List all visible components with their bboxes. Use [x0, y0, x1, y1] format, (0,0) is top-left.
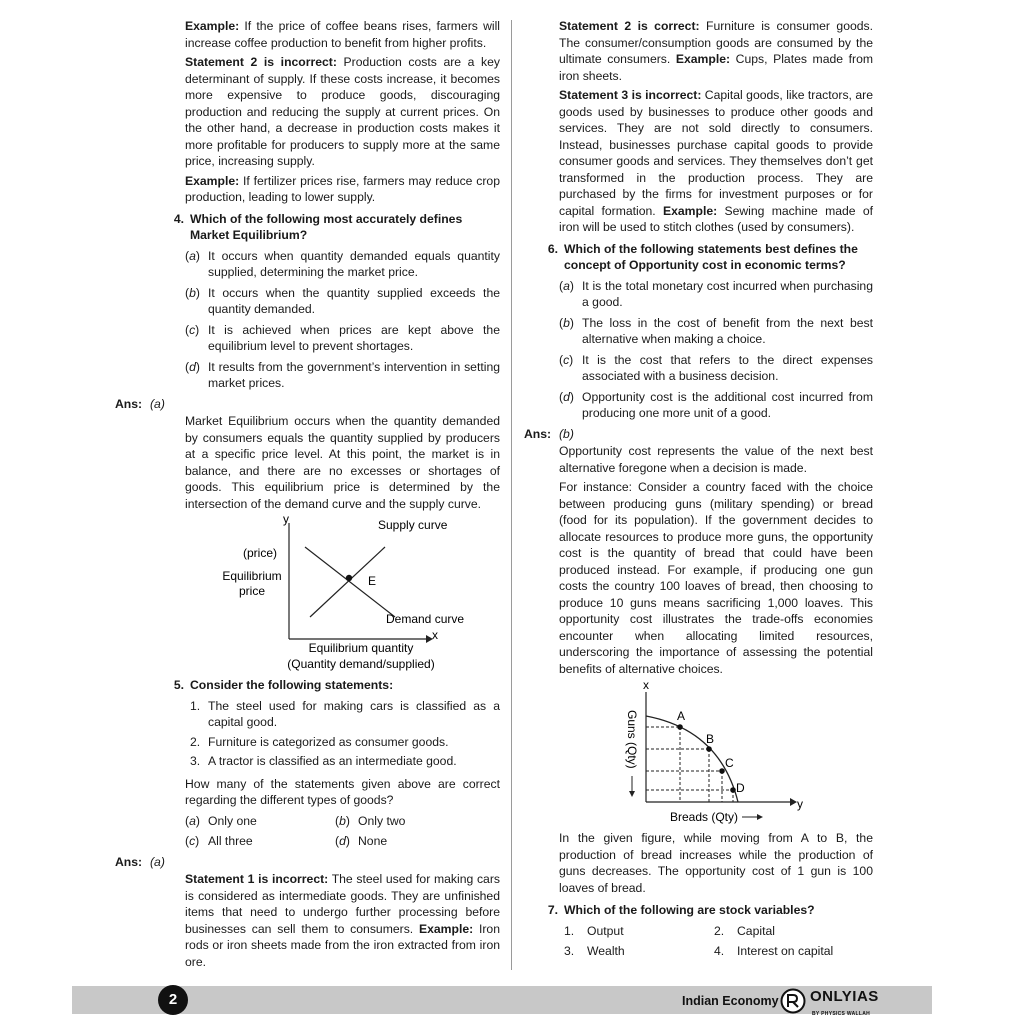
x-axis-label: x: [432, 628, 438, 642]
brand-logo-icon: [780, 988, 806, 1014]
eq-price-label-2: price: [238, 584, 266, 598]
price-label: (price): [242, 546, 278, 560]
option-d: (d) It results from the government’s intervention in setting market prices.: [185, 359, 500, 390]
paragraph: Statement 1 is incorrect: The steel used for making cars is considered as intermediate goods. They are unfinished items that need to undergo further processing before businesses can sell them to consumers. Example: Iron rods or iron sheets made from the iron extracted from iron ore.: [185, 872, 500, 969]
option-a: (a) Only one: [185, 813, 257, 828]
answer: Ans: (a): [115, 396, 165, 411]
option-b: (b) Only two: [335, 813, 406, 828]
paragraph: Example: If the price of coffee beans rises, farmers will increase coffee production to benefit from higher profits.: [185, 19, 500, 50]
item-2: 2. Capital: [714, 923, 775, 938]
eq-qty-label-1: Equilibrium quantity: [308, 641, 414, 655]
y-axis-right-label: y: [797, 797, 803, 811]
option-a: (a) It is the total monetary cost incurred when purchasing a good.: [559, 278, 873, 309]
page-number: 2: [158, 985, 188, 1015]
point-d-label: D: [736, 781, 745, 795]
column-divider: [511, 20, 512, 970]
paragraph: Statement 2 is correct: Furniture is consumer goods. The consumer/consumption goods are consumed by the ultimate consumers. Example: Cups, Plates made from iron sheets.: [559, 19, 874, 83]
market-equilibrium-figure: [150, 513, 500, 673]
point-e-label: E: [368, 574, 377, 588]
statement-3: 3. A tractor is classified as an intermediate good.: [190, 754, 457, 768]
option-b: (b) It occurs when the quantity supplied exceeds the quantity demanded.: [185, 285, 500, 316]
paragraph: Statement 3 is incorrect: Capital goods, like tractors, are goods used by businesses to produce other goods and services. They are not sold directly to consumers. Instead, businesses purchase capital goods to provide consumer goods and services. They themselves don’t get transformed in the production process. They are purchased by the firms for investment purposes or for capital formation. Example: Sewing machine made of iron will be used to stitch clothes (used by consumers).: [559, 88, 873, 234]
brand-subtitle: BY PHYSICS WALLAH: [812, 1011, 871, 1017]
bread-axis-label: Breads (Qty): [670, 810, 739, 824]
question-4: 4. Which of the following most accurately defines Market Equilibrium?: [173, 211, 463, 242]
right-column: [524, 18, 873, 964]
statement-2: 2. Furniture is categorized as consumer goods.: [190, 734, 449, 749]
guns-axis-label: Guns (Qty): [625, 710, 639, 769]
option-c: (c) It is the cost that refers to the direct expenses associated with a business decision.: [559, 352, 873, 383]
answer: Ans: (a): [115, 854, 165, 869]
demand-curve-label: Demand curve: [386, 612, 465, 626]
ppc-figure: [524, 680, 873, 828]
question-prompt: How many of the statements given above are correct regarding the different types of goods?: [185, 776, 500, 807]
options-grid: [150, 813, 500, 850]
left-column: [115, 18, 501, 973]
point-b-label: B: [706, 732, 715, 746]
item-4: 4. Interest on capital: [714, 944, 834, 958]
question-5: 5. Consider the following statements:: [173, 678, 394, 692]
option-d: (d) None: [335, 834, 388, 848]
statement-1: 1. The steel used for making cars is classified as a capital good.: [190, 698, 500, 729]
question-6: 6. Which of the following statements best defines the concept of Opportunity cost in economic terms?: [547, 241, 858, 272]
y-axis-label: y: [283, 513, 289, 526]
book-title: Indian Economy: [682, 994, 779, 1008]
question-7: 7. Which of the following are stock variables?: [547, 903, 815, 917]
answer: Ans: (b): [524, 426, 574, 441]
supply-curve-label: Supply curve: [378, 518, 448, 532]
x-axis-top-label: x: [643, 680, 649, 692]
paragraph: Statement 2 is incorrect: Production costs are a key determinant of supply. If these costs increase, it becomes more expensive to produce goods, discouraging production and reducing the supply at current prices. On the other hand, a decrease in production costs makes it more profitable for producers to supply more at the same price, increasing supply.: [185, 55, 501, 168]
option-c: (c) It is achieved when prices are kept above the equilibrium level to prevent shortages.: [185, 322, 500, 353]
point-a-label: A: [677, 709, 686, 723]
item-3: 3. Wealth: [564, 944, 625, 958]
option-b: (b) The loss in the cost of benefit from the next best alternative when making a choice.: [559, 315, 873, 346]
stock-items: [524, 923, 873, 960]
explanation: In the given figure, while moving from A to B, the production of bread increases while the production of guns decreases. The opportunity cost of 1 gun is 100 loaves of bread.: [559, 831, 873, 895]
option-d: (d) Opportunity cost is the additional cost incurred from producing one more unit of a good.: [559, 389, 873, 420]
explanation: Opportunity cost represents the value of the next best alternative foregone when a decision is made.: [559, 444, 873, 475]
eq-qty-label-2: (Quantity demand/supplied): [287, 657, 435, 671]
brand-name: ONLYIAS: [810, 988, 879, 1005]
explanation: For instance: Consider a country faced with the choice between producing guns (military spending) or bread (food for its population). If the government decides to allocate resources to produce more guns, the opportunity cost is the quantity of bread that could have been produced instead. For example, if producing one gun costs the country 100 loaves of bread, then choosing to produce 10 guns means sacrificing 1,000 loaves. This opportunity cost illustrates the trade-offs economies encounter when allocating limited resources, underscoring the importance of assessing the potential benefits of alternative choices.: [559, 480, 873, 676]
item-1: 1. Output: [564, 923, 624, 938]
explanation: Market Equilibrium occurs when the quantity demanded by consumers equals the quantity supplied by producers at a specific price level. At this point, the market is in balance, and there are no excesses or shortages of goods. This equilibrium price is determined by the intersection of the demand curve and the supply curve.: [185, 414, 500, 511]
option-a: (a) It occurs when quantity demanded equals quantity supplied, determining the market price.: [185, 248, 500, 279]
eq-price-label-1: Equilibrium: [222, 569, 282, 583]
point-c-label: C: [725, 756, 734, 770]
paragraph: Example: If fertilizer prices rise, farmers may reduce crop production, leading to lower supply.: [185, 173, 500, 204]
option-c: (c) All three: [185, 834, 253, 848]
